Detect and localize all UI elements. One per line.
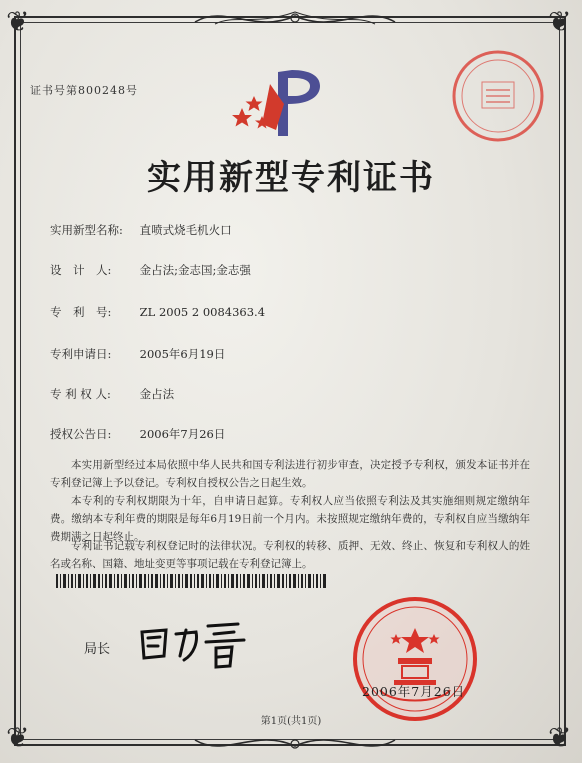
field-label: 专利申请日: (50, 347, 112, 361)
field-designer (50, 262, 251, 278)
top-ornament-icon (185, 4, 405, 34)
field-label: 专 利 权 人: (50, 387, 111, 401)
certificate-title: 实用新型专利证书 (147, 158, 435, 198)
field-label: 设 计 人: (50, 263, 112, 277)
field-value: 直喷式烧毛机火口 (139, 223, 232, 237)
field-value: ZL 2005 2 0084363.4 (139, 305, 266, 319)
field-patent-number (50, 304, 265, 320)
corner-ornament-icon: ❦ (548, 5, 572, 38)
field-value: 2006年7月26日 (139, 427, 226, 441)
field-patentee (50, 386, 174, 402)
page-number: 第1页(共1页) (260, 716, 322, 727)
field-utility-model-name (50, 222, 232, 238)
field-label: 授权公告日: (50, 427, 112, 441)
field-grant-date (50, 426, 225, 442)
field-application-date (50, 346, 225, 362)
paragraph-term: 本专利的专利权期限为十年，自申请日起算。专利权人应当依照专利法及其实施细则规定缴纳年费。缴纳本专利年费的期限是每年6月19日前一个月内。未按照规定缴纳年费的，专利权自应当缴纳年费期满之日起终止。 (50, 495, 530, 543)
field-value: 2005年6月19日 (139, 347, 226, 361)
official-seal (350, 594, 480, 724)
patent-office-logo-icon (232, 64, 332, 140)
top-seal-stamp (448, 46, 548, 146)
corner-ornament-icon: ❦ (6, 721, 30, 754)
bottom-ornament-icon (185, 728, 405, 758)
field-value: 金占法;金志国;金志强 (139, 263, 251, 277)
director-label: 局长 (84, 642, 111, 657)
field-value: 金占法 (139, 387, 175, 401)
field-label: 专 利 号: (50, 305, 112, 319)
corner-ornament-icon: ❦ (548, 721, 572, 754)
barcode (56, 574, 326, 588)
paragraph-grant: 本实用新型经过本局依照中华人民共和国专利法进行初步审查，决定授予专利权，颁发本证书并在专利登记簿上予以登记。专利权自授权公告之日起生效。 (50, 459, 530, 489)
field-label: 实用新型名称: (50, 223, 123, 237)
corner-ornament-icon: ❦ (6, 5, 30, 38)
paragraph-legal-status: 专利证书记载专利权登记时的法律状况。专利权的转移、质押、无效、终止、恢复和专利权人的姓名或名称、国籍、地址变更等事项记载在专利登记簿上。 (50, 540, 530, 570)
certificate-number: 证书号第800248号 (30, 84, 138, 97)
director-signature (136, 612, 256, 672)
issue-date: 2006年7月26日 (362, 684, 466, 699)
